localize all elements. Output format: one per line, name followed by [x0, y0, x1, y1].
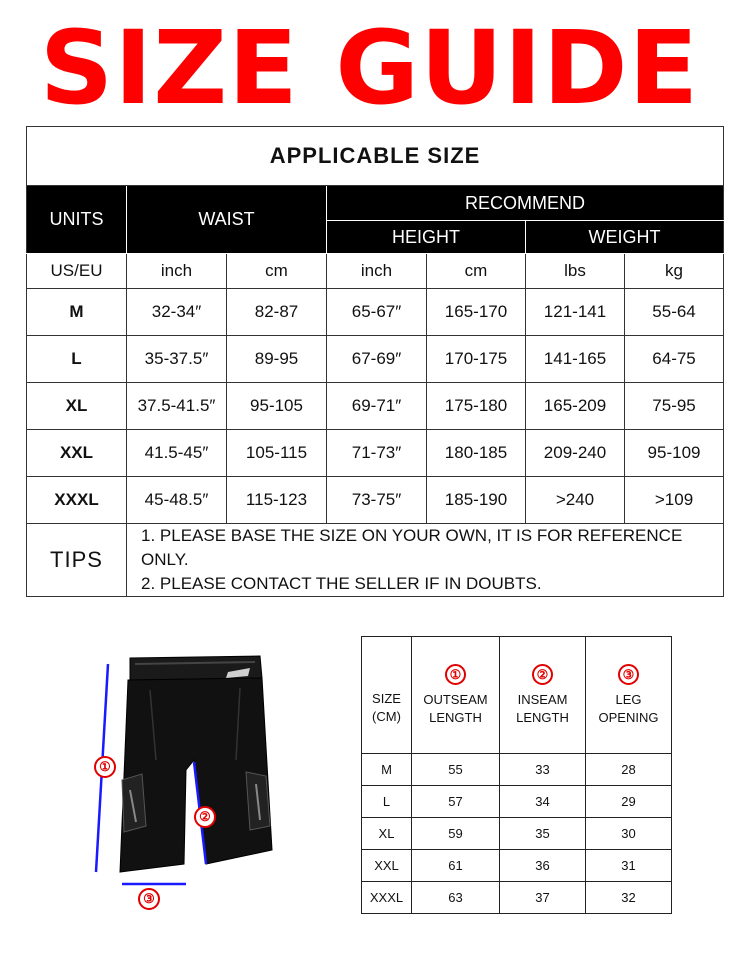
size-chart-table	[26, 126, 724, 597]
size-cell: M	[362, 754, 412, 786]
outseam-label: OUTSEAM	[423, 691, 488, 707]
subheader-height-inch: inch	[327, 254, 427, 289]
weight-kg-cell: >109	[625, 477, 724, 524]
subheader-weight-kg: kg	[625, 254, 724, 289]
outseam-marker: ①	[94, 756, 116, 778]
table-row	[362, 786, 672, 818]
recommend-header: RECOMMEND	[327, 186, 724, 221]
outseam-cell: 59	[412, 818, 500, 850]
tip-line: 2. PLEASE CONTACT THE SELLER IF IN DOUBTS.	[141, 574, 542, 593]
waist-inch-cell: 41.5-45″	[127, 430, 227, 477]
leg-opening-cell: 29	[586, 786, 672, 818]
subheader-waist-inch: inch	[127, 254, 227, 289]
height-inch-cell: 71-73″	[327, 430, 427, 477]
outseam-cell: 55	[412, 754, 500, 786]
table-row	[27, 336, 724, 383]
inseam-label: INSEAM	[517, 691, 568, 707]
leg-opening-cell: 32	[586, 882, 672, 914]
subheader-waist-cm: cm	[227, 254, 327, 289]
inseam-header	[500, 637, 586, 754]
height-inch-cell: 67-69″	[327, 336, 427, 383]
waist-cm-cell: 105-115	[227, 430, 327, 477]
table-row	[27, 289, 724, 336]
applicable-size-heading: APPLICABLE SIZE	[27, 127, 724, 186]
weight-kg-cell: 95-109	[625, 430, 724, 477]
size-cell: L	[27, 336, 127, 383]
waist-inch-cell: 32-34″	[127, 289, 227, 336]
height-header: HEIGHT	[327, 221, 526, 254]
leg-opening-label-2: OPENING	[598, 709, 659, 725]
weight-header: WEIGHT	[526, 221, 724, 254]
outseam-cell: 57	[412, 786, 500, 818]
size-cell: XXXL	[362, 882, 412, 914]
size-cell: L	[362, 786, 412, 818]
outseam-cell: 61	[412, 850, 500, 882]
height-inch-cell: 73-75″	[327, 477, 427, 524]
size-label: SIZE	[372, 691, 401, 706]
subheader-us-eu: US/EU	[27, 254, 127, 289]
subheader-weight-lbs: lbs	[526, 254, 625, 289]
height-cm-cell: 185-190	[427, 477, 526, 524]
size-cm-header	[362, 637, 412, 754]
inseam-cell: 37	[500, 882, 586, 914]
waist-cm-cell: 82-87	[227, 289, 327, 336]
size-cell: XXXL	[27, 477, 127, 524]
height-cm-cell: 170-175	[427, 336, 526, 383]
waist-inch-cell: 37.5-41.5″	[127, 383, 227, 430]
size-cell: XL	[27, 383, 127, 430]
waist-inch-cell: 45-48.5″	[127, 477, 227, 524]
tip-line: 1. PLEASE BASE THE SIZE ON YOUR OWN, IT IS FOR REFERENCE ONLY.	[141, 526, 683, 569]
size-cell: M	[27, 289, 127, 336]
inseam-marker: ②	[532, 664, 553, 685]
shorts-illustration	[90, 650, 290, 920]
units-header: UNITS	[27, 186, 127, 254]
height-inch-cell: 69-71″	[327, 383, 427, 430]
outseam-marker: ①	[445, 664, 466, 685]
height-cm-cell: 165-170	[427, 289, 526, 336]
weight-kg-cell: 55-64	[625, 289, 724, 336]
table-row	[362, 882, 672, 914]
weight-lbs-cell: 121-141	[526, 289, 625, 336]
weight-lbs-cell: 165-209	[526, 383, 625, 430]
weight-lbs-cell: >240	[526, 477, 625, 524]
outseam-label-2: LENGTH	[429, 709, 482, 725]
table-row	[27, 430, 724, 477]
shorts-drawing	[90, 650, 290, 920]
subheader-height-cm: cm	[427, 254, 526, 289]
size-cell: XL	[362, 818, 412, 850]
outseam-cell: 63	[412, 882, 500, 914]
size-cell: XXL	[27, 430, 127, 477]
waist-cm-cell: 89-95	[227, 336, 327, 383]
inseam-cell: 34	[500, 786, 586, 818]
waist-cm-cell: 95-105	[227, 383, 327, 430]
leg-opening-cell: 31	[586, 850, 672, 882]
inseam-marker: ②	[194, 806, 216, 828]
waist-inch-cell: 35-37.5″	[127, 336, 227, 383]
table-row	[362, 754, 672, 786]
cm-label: (CM)	[372, 709, 401, 724]
table-row	[27, 477, 724, 524]
weight-kg-cell: 75-95	[625, 383, 724, 430]
height-cm-cell: 180-185	[427, 430, 526, 477]
inseam-cell: 33	[500, 754, 586, 786]
inseam-cell: 35	[500, 818, 586, 850]
size-cell: XXL	[362, 850, 412, 882]
waist-cm-cell: 115-123	[227, 477, 327, 524]
page-title: SIZE GUIDE	[39, 9, 700, 128]
leg-opening-cell: 30	[586, 818, 672, 850]
weight-kg-cell: 64-75	[625, 336, 724, 383]
weight-lbs-cell: 141-165	[526, 336, 625, 383]
weight-lbs-cell: 209-240	[526, 430, 625, 477]
height-cm-cell: 175-180	[427, 383, 526, 430]
height-inch-cell: 65-67″	[327, 289, 427, 336]
table-row	[362, 818, 672, 850]
tips-text	[127, 524, 724, 597]
leg-opening-cell: 28	[586, 754, 672, 786]
leg-opening-marker: ③	[618, 664, 639, 685]
inseam-cell: 36	[500, 850, 586, 882]
inseam-label-2: LENGTH	[516, 709, 569, 725]
table-row	[27, 383, 724, 430]
tips-label: TIPS	[27, 524, 127, 597]
waist-header: WAIST	[127, 186, 327, 254]
leg-opening-marker: ③	[138, 888, 160, 910]
leg-opening-label: LEG	[615, 691, 642, 707]
table-row	[362, 850, 672, 882]
measurement-table	[361, 636, 672, 914]
outseam-header	[412, 637, 500, 754]
leg-opening-header	[586, 637, 672, 754]
